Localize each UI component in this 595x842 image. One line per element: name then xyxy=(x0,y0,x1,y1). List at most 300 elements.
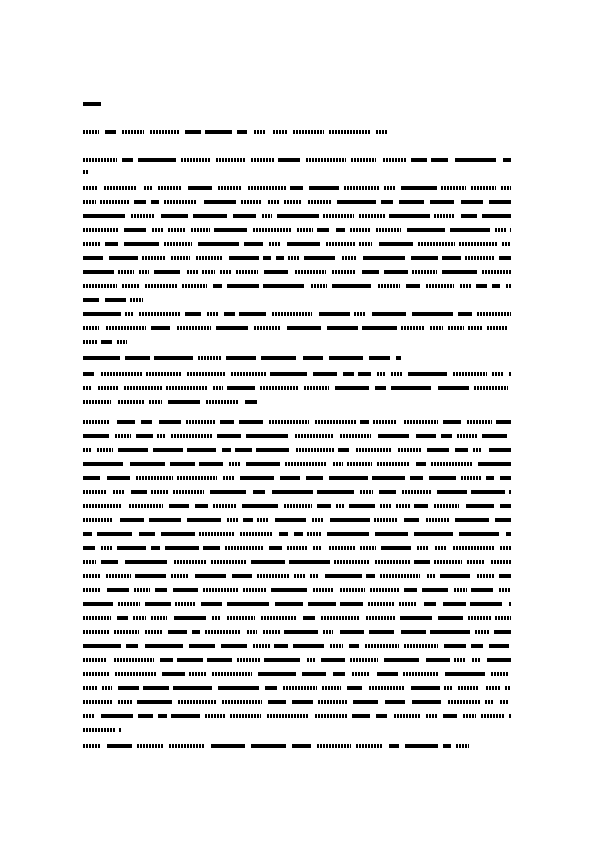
text-word xyxy=(401,326,425,330)
text-word xyxy=(155,588,167,592)
text-word xyxy=(411,158,427,162)
text-word xyxy=(187,518,221,522)
text-word xyxy=(327,532,369,536)
text-word xyxy=(461,476,481,480)
text-word xyxy=(199,462,223,466)
text-word xyxy=(141,420,152,424)
text-word xyxy=(292,700,313,704)
text-word xyxy=(125,356,150,360)
text-word xyxy=(337,200,376,204)
text-word xyxy=(211,744,245,748)
text-word xyxy=(285,462,326,466)
text-word xyxy=(329,130,371,134)
text-word xyxy=(83,170,89,174)
text-line xyxy=(83,298,147,302)
text-word xyxy=(360,546,376,550)
text-line xyxy=(83,158,511,162)
text-word xyxy=(135,574,166,578)
text-word xyxy=(477,312,511,316)
text-word xyxy=(243,518,253,522)
text-line xyxy=(83,170,89,174)
text-word xyxy=(203,546,220,550)
text-word xyxy=(491,672,508,676)
text-word xyxy=(453,372,487,376)
text-word xyxy=(458,312,472,316)
text-word xyxy=(107,744,132,748)
text-word xyxy=(139,270,149,274)
text-word xyxy=(205,630,240,634)
text-word xyxy=(118,700,132,704)
text-word xyxy=(144,186,152,190)
text-word xyxy=(83,102,101,106)
text-word xyxy=(379,490,396,494)
text-word xyxy=(171,256,190,260)
text-word xyxy=(487,326,507,330)
text-line xyxy=(83,504,511,508)
text-word xyxy=(426,284,454,288)
text-word xyxy=(246,462,280,466)
text-word xyxy=(302,672,326,676)
text-word xyxy=(308,200,331,204)
text-word xyxy=(434,560,462,564)
text-word xyxy=(336,504,345,508)
text-word xyxy=(187,448,216,452)
text-word xyxy=(83,158,117,162)
text-word xyxy=(83,560,96,564)
text-line xyxy=(83,560,511,564)
text-word xyxy=(509,490,511,494)
text-word xyxy=(83,644,121,648)
text-word xyxy=(212,616,221,620)
text-word xyxy=(118,400,145,404)
text-word xyxy=(131,214,154,218)
text-word xyxy=(489,644,509,648)
text-word xyxy=(98,386,118,390)
text-word xyxy=(470,602,502,606)
text-line xyxy=(83,588,511,592)
text-word xyxy=(240,532,273,536)
text-word xyxy=(442,270,477,274)
text-word xyxy=(437,490,467,494)
text-word xyxy=(427,448,449,452)
text-word xyxy=(350,228,370,232)
text-line xyxy=(83,340,127,344)
text-word xyxy=(83,462,123,466)
text-word xyxy=(226,356,256,360)
text-word xyxy=(414,560,430,564)
text-word xyxy=(323,214,354,218)
text-word xyxy=(502,242,511,246)
text-word xyxy=(434,214,455,218)
text-word xyxy=(334,560,370,564)
text-word xyxy=(329,546,355,550)
text-line xyxy=(83,574,511,578)
text-word xyxy=(187,270,198,274)
text-word xyxy=(295,270,326,274)
text-word xyxy=(129,504,163,508)
text-word xyxy=(398,448,422,452)
text-word xyxy=(294,574,306,578)
text-word xyxy=(83,270,114,274)
text-word xyxy=(83,714,95,718)
text-word xyxy=(368,602,394,606)
text-word xyxy=(83,312,121,316)
text-word xyxy=(366,574,375,578)
text-word xyxy=(325,574,362,578)
text-line xyxy=(83,672,511,676)
text-word xyxy=(389,214,430,218)
text-word xyxy=(264,658,300,662)
text-word xyxy=(247,630,257,634)
text-word xyxy=(231,372,266,376)
text-word xyxy=(499,588,511,592)
text-word xyxy=(430,200,454,204)
text-word xyxy=(237,130,247,134)
text-word xyxy=(253,490,265,494)
text-word xyxy=(251,560,285,564)
text-word xyxy=(118,602,140,606)
text-word xyxy=(257,518,269,522)
text-word xyxy=(124,228,146,232)
text-line xyxy=(83,476,511,480)
text-word xyxy=(254,326,281,330)
text-word xyxy=(492,284,500,288)
text-word xyxy=(159,420,181,424)
text-word xyxy=(277,214,319,218)
text-word xyxy=(251,744,286,748)
text-word xyxy=(365,644,399,648)
text-word xyxy=(381,200,393,204)
text-word xyxy=(418,242,455,246)
text-word xyxy=(308,602,336,606)
text-word xyxy=(438,616,463,620)
text-word xyxy=(349,644,359,648)
text-word xyxy=(482,270,511,274)
text-word xyxy=(384,270,408,274)
text-word xyxy=(306,158,346,162)
text-word xyxy=(363,256,405,260)
text-word xyxy=(275,602,303,606)
text-word xyxy=(509,602,511,606)
text-word xyxy=(101,372,142,376)
text-word xyxy=(151,616,167,620)
text-word xyxy=(241,200,261,204)
text-word xyxy=(360,420,369,424)
text-word xyxy=(349,504,375,508)
text-line xyxy=(83,686,511,690)
text-word xyxy=(118,686,139,690)
text-word xyxy=(227,386,255,390)
text-word xyxy=(83,686,97,690)
text-word xyxy=(456,744,469,748)
text-word xyxy=(360,490,373,494)
text-word xyxy=(411,256,438,260)
text-word xyxy=(426,518,450,522)
text-word xyxy=(175,602,196,606)
text-word xyxy=(347,686,362,690)
text-line xyxy=(83,242,511,246)
text-word xyxy=(270,372,307,376)
text-word xyxy=(463,714,476,718)
text-word xyxy=(153,448,183,452)
text-word xyxy=(137,700,172,704)
text-word xyxy=(292,744,311,748)
text-word xyxy=(287,326,321,330)
text-word xyxy=(404,518,419,522)
text-word xyxy=(244,242,263,246)
text-word xyxy=(269,420,309,424)
text-word xyxy=(288,256,299,260)
text-word xyxy=(227,616,255,620)
text-word xyxy=(429,476,456,480)
text-word xyxy=(489,200,511,204)
text-word xyxy=(381,546,411,550)
text-word xyxy=(227,602,269,606)
text-word xyxy=(137,744,163,748)
text-word xyxy=(83,744,101,748)
text-word xyxy=(352,714,370,718)
text-word xyxy=(205,714,225,718)
text-word xyxy=(224,312,235,316)
text-word xyxy=(280,476,300,480)
text-word xyxy=(105,298,126,302)
text-word xyxy=(189,644,215,648)
text-word xyxy=(448,700,480,704)
text-line xyxy=(83,420,511,424)
text-word xyxy=(396,504,410,508)
text-word xyxy=(220,420,234,424)
text-word xyxy=(396,356,401,360)
text-word xyxy=(115,434,131,438)
text-word xyxy=(83,728,115,732)
text-word xyxy=(134,588,150,592)
text-word xyxy=(263,284,304,288)
text-word xyxy=(83,490,107,494)
text-word xyxy=(468,616,491,620)
text-word xyxy=(321,616,360,620)
text-word xyxy=(352,672,370,676)
text-word xyxy=(505,686,511,690)
text-word xyxy=(236,270,258,274)
text-word xyxy=(178,700,217,704)
text-line xyxy=(83,728,121,732)
text-word xyxy=(317,490,354,494)
text-word xyxy=(416,462,426,466)
text-word xyxy=(83,186,98,190)
text-word xyxy=(169,744,205,748)
text-word xyxy=(304,256,335,260)
text-word xyxy=(404,588,417,592)
text-word xyxy=(400,616,432,620)
text-word xyxy=(242,504,278,508)
text-word xyxy=(152,228,163,232)
text-word xyxy=(495,518,511,522)
text-word xyxy=(227,284,259,288)
text-word xyxy=(303,356,323,360)
text-word xyxy=(500,476,511,480)
text-word xyxy=(171,574,188,578)
text-word xyxy=(122,284,140,288)
text-word xyxy=(438,386,469,390)
text-word xyxy=(455,518,489,522)
text-word xyxy=(402,490,431,494)
text-word xyxy=(225,546,264,550)
text-word xyxy=(218,686,259,690)
text-word xyxy=(482,214,511,218)
text-word xyxy=(104,186,137,190)
text-word xyxy=(500,700,509,704)
text-word xyxy=(487,658,511,662)
text-word xyxy=(151,490,169,494)
text-word xyxy=(83,518,113,522)
text-word xyxy=(379,242,413,246)
text-word xyxy=(223,476,235,480)
text-word xyxy=(143,686,169,690)
text-word xyxy=(404,644,438,648)
text-word xyxy=(177,326,211,330)
text-line xyxy=(83,616,511,620)
text-word xyxy=(256,448,289,452)
text-word xyxy=(311,284,327,288)
text-word xyxy=(471,186,496,190)
text-word xyxy=(510,228,511,232)
text-word xyxy=(377,462,409,466)
text-word xyxy=(309,186,339,190)
text-word xyxy=(83,214,125,218)
text-word xyxy=(313,588,333,592)
text-word xyxy=(109,256,138,260)
text-line xyxy=(83,356,401,360)
text-word xyxy=(106,574,131,578)
text-word xyxy=(222,448,231,452)
text-word xyxy=(426,658,450,662)
text-word xyxy=(199,532,234,536)
text-word xyxy=(185,130,201,134)
text-word xyxy=(443,602,466,606)
text-word xyxy=(455,158,496,162)
text-word xyxy=(217,434,241,438)
text-word xyxy=(295,434,334,438)
text-word xyxy=(185,312,201,316)
text-line xyxy=(83,518,511,522)
text-word xyxy=(125,560,167,564)
text-word xyxy=(124,386,162,390)
text-word xyxy=(237,658,260,662)
text-word xyxy=(169,504,189,508)
text-word xyxy=(83,356,120,360)
text-line xyxy=(83,372,511,376)
text-word xyxy=(482,434,507,438)
text-word xyxy=(248,186,286,190)
text-word xyxy=(216,326,248,330)
text-word xyxy=(411,686,440,690)
text-word xyxy=(370,588,399,592)
text-word xyxy=(313,546,322,550)
text-line xyxy=(83,400,257,404)
text-word xyxy=(107,476,130,480)
text-word xyxy=(312,518,324,522)
text-word xyxy=(83,340,97,344)
text-word xyxy=(394,714,421,718)
text-word xyxy=(412,700,441,704)
text-word xyxy=(476,284,487,288)
text-word xyxy=(272,490,313,494)
text-word xyxy=(471,644,483,648)
text-word xyxy=(454,658,465,662)
text-word xyxy=(290,186,303,190)
text-word xyxy=(375,532,408,536)
text-word xyxy=(362,326,397,330)
text-word xyxy=(130,462,165,466)
text-word xyxy=(149,400,162,404)
text-word xyxy=(372,312,406,316)
text-word xyxy=(186,420,215,424)
text-word xyxy=(448,326,464,330)
text-word xyxy=(366,616,396,620)
text-word xyxy=(232,574,252,578)
text-word xyxy=(253,644,270,648)
text-word xyxy=(83,228,119,232)
text-word xyxy=(233,214,256,218)
text-word xyxy=(284,504,312,508)
text-line xyxy=(83,200,511,204)
text-word xyxy=(254,130,266,134)
text-word xyxy=(83,298,99,302)
text-word xyxy=(369,686,405,690)
text-line xyxy=(83,102,101,106)
text-line xyxy=(83,700,511,704)
text-word xyxy=(198,356,222,360)
text-word xyxy=(445,672,485,676)
text-word xyxy=(459,242,497,246)
text-word xyxy=(399,200,424,204)
text-word xyxy=(83,200,96,204)
text-word xyxy=(83,420,110,424)
text-word xyxy=(117,420,135,424)
text-word xyxy=(380,504,392,508)
text-word xyxy=(205,130,232,134)
text-word xyxy=(443,714,457,718)
text-word xyxy=(289,560,330,564)
text-word xyxy=(158,186,181,190)
text-word xyxy=(356,744,382,748)
text-word xyxy=(83,602,113,606)
text-word xyxy=(118,448,148,452)
text-word xyxy=(195,574,226,578)
text-word xyxy=(459,532,499,536)
text-word xyxy=(134,200,146,204)
text-word xyxy=(335,386,369,390)
text-word xyxy=(105,130,116,134)
text-word xyxy=(359,214,385,218)
text-word xyxy=(145,644,183,648)
text-word xyxy=(220,270,232,274)
text-word xyxy=(83,434,109,438)
text-word xyxy=(174,560,206,564)
text-word xyxy=(174,616,206,620)
text-word xyxy=(404,420,438,424)
text-word xyxy=(164,200,197,204)
text-word xyxy=(166,386,207,390)
text-word xyxy=(353,700,378,704)
text-word xyxy=(119,728,121,732)
text-word xyxy=(221,644,247,648)
text-word xyxy=(146,372,181,376)
text-word xyxy=(315,420,356,424)
text-word xyxy=(161,532,195,536)
text-word xyxy=(424,602,436,606)
text-word xyxy=(268,200,279,204)
